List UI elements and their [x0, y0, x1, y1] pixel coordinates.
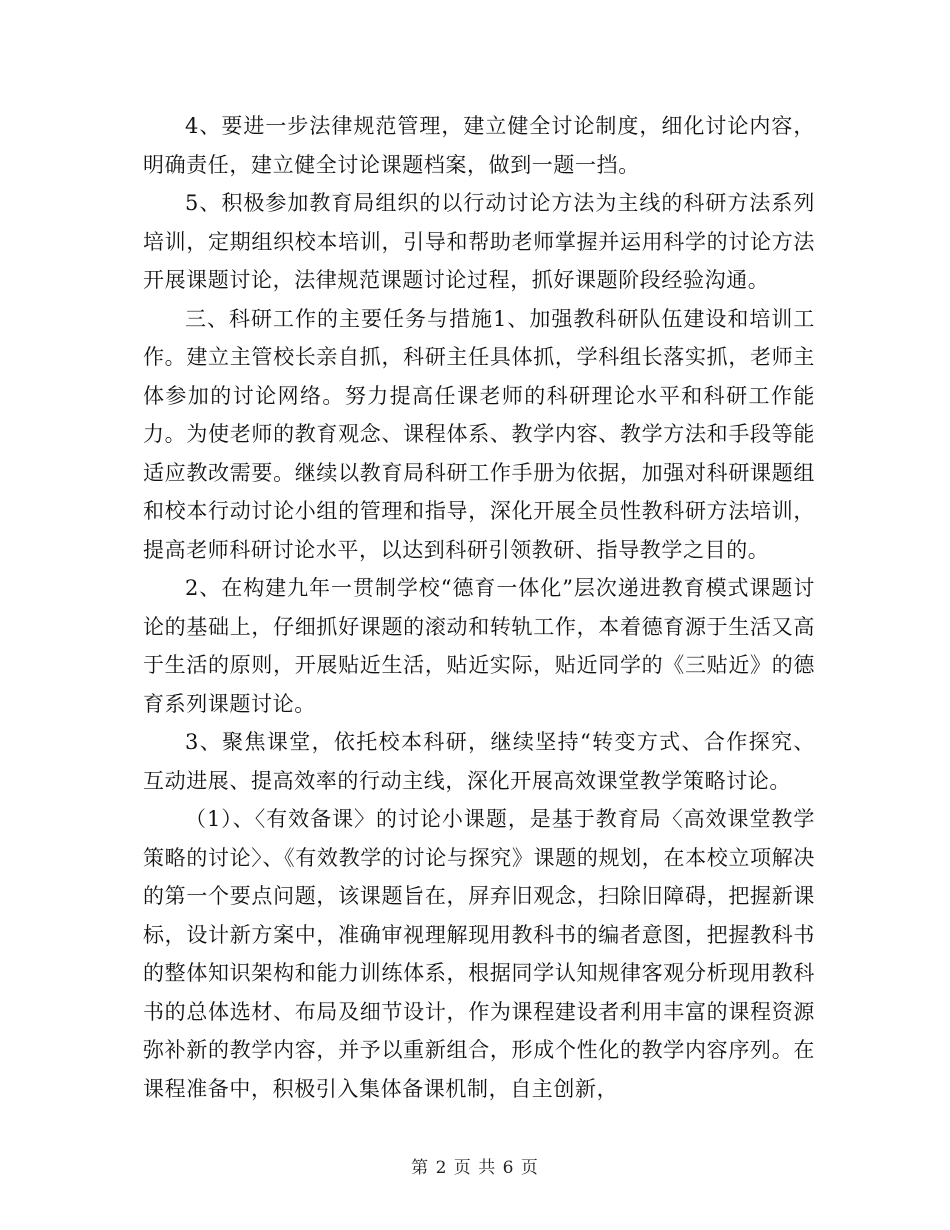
- page-footer: 第 2 页 共 6 页: [411, 1158, 539, 1178]
- paragraph-item-4: 4、要进一步法律规范管理，建立健全讨论制度，细化讨论内容，明确责任，建立健全讨论课题档案，做到一题一挡。: [143, 114, 815, 177]
- paragraph-item-5: 5、积极参加教育局组织的以行动讨论方法为主线的科研方法系列培训，定期组织校本培训，引导和帮助老师掌握并运用科学的讨论方法开展课题讨论，法律规范课题讨论过程，抓好课题阶段经验沟通。: [143, 191, 815, 292]
- paragraph-section-3: 三、科研工作的主要任务与措施1、加强教科研队伍建设和培训工作。建立主管校长亲自抓，科研主任具体抓，学科组长落实抓，老师主体参加的讨论网络。努力提高任课老师的科研理论水平和科研工作能力。为使老师的教育观念、课程体系、教学内容、教学方法和手段等能适应教改需要。继续以教育局科研工作手册为依据，加强对科研课题组和校本行动讨论小组的管理和指导，深化开展全员性教科研方法培训，提高老师科研讨论水平，以达到科研引领教研、指导教学之目的。: [143, 306, 815, 562]
- paragraph-subitem-1: （1）、〈有效备课〉的讨论小课题，是基于教育局〈高效课堂教学策略的讨论〉、《有效教学的讨论与探究》课题的规划，在本校立项解决的第一个要点问题，该课题旨在，屏弃旧观念，扫除旧障碍，把握新课标，设计新方案中，准确审视理解现用教科书的编者意图，把握教科书的整体知识架构和能力训练体系，根据同学认知规律客观分析现用教科书的总体选材、布局及细节设计，作为课程建设者利用丰富的课程资源弥补新的教学内容，并予以重新组合，形成个性化的教学内容序列。在课程准备中，积极引入集体备课机制，自主创新，: [143, 807, 815, 1101]
- paragraph-item-3: 3、聚焦课堂，依托校本科研，继续坚持“转变方式、合作探究、互动进展、提高效率的行动主线，深化开展高效课堂教学策略讨论。: [143, 730, 815, 793]
- paragraph-item-2: 2、在构建九年一贯制学校“德育一体化”层次递进教育模式课题讨论的基础上，仔细抓好课题的滚动和转轨工作，本着德育源于生活又高于生活的原则，开展贴近生活，贴近实际，贴近同学的《三贴近》的德育系列课题讨论。: [143, 576, 815, 716]
- document-body: [143, 107, 815, 1108]
